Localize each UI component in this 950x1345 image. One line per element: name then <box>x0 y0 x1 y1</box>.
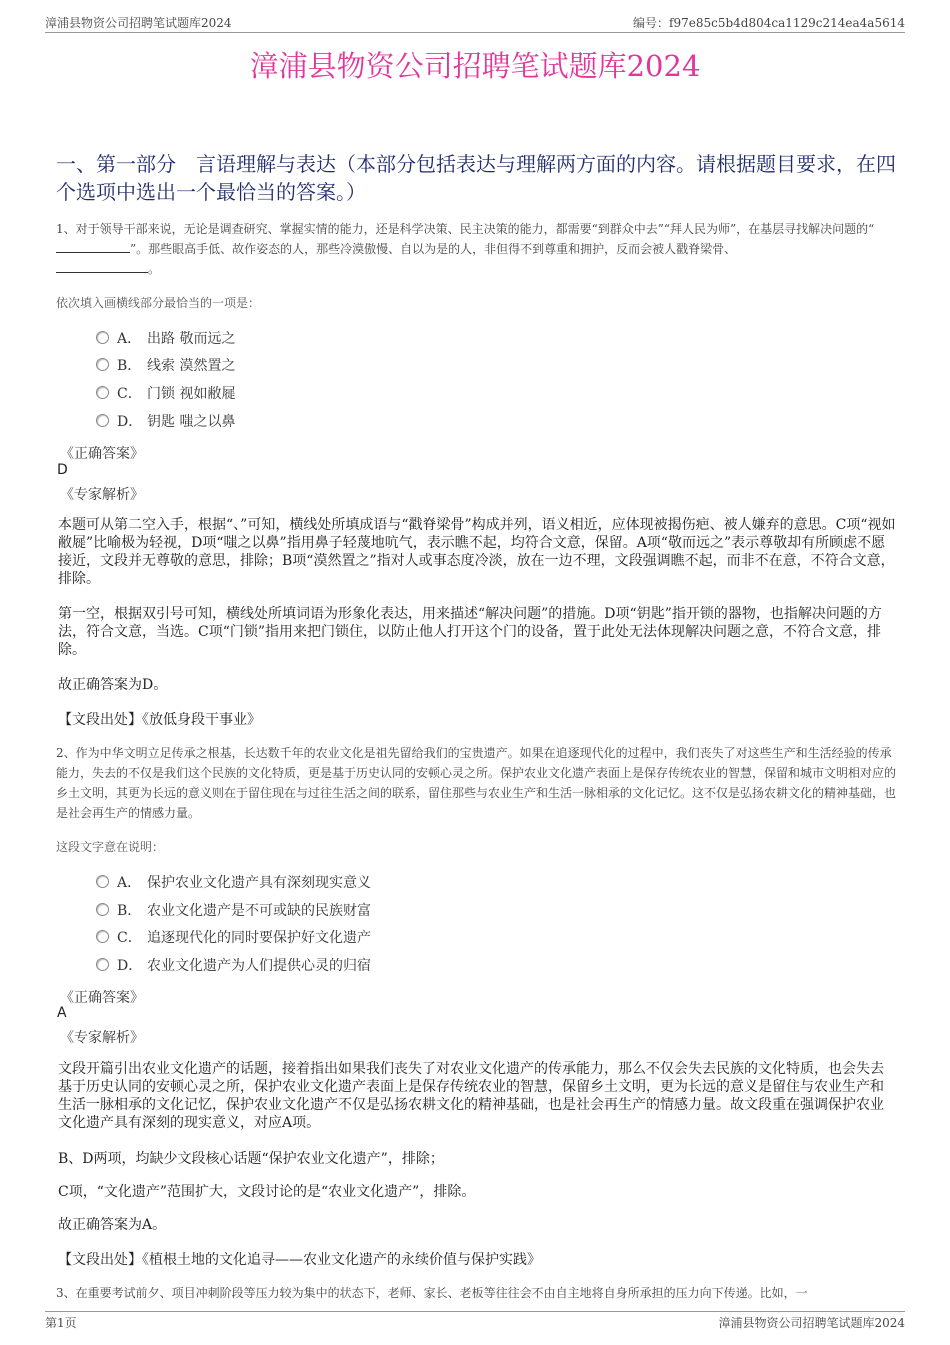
blank-line <box>56 240 130 253</box>
analysis-1-para-1: 本题可从第二空入手，根据“、”可知，横线处所填成语与“戳脊梁骨”构成并列，语义相近，应体现被揭伤疤、被人嫌弃的意思。C项“视如敝屣”比喻极为轻视，D项“嗤之以鼻”指用鼻子轻蔑地吭气，表示瞧不起，均符合文意，保留。A项“敬而远之”表示尊敬却有所顾虑不愿接近，文段并无尊敬的意思，排除；B项“漠然置之”指对人或事态度冷淡，放在一边不理，文段强调瞧不起，而非不在意，不符合文意，排除。 <box>58 517 896 587</box>
header-doc-id: 编号：f97e85c5b4d804ca1129c214ea4a5614 <box>633 16 905 30</box>
analysis-1-conclusion: 故正确答案为D。 <box>58 677 168 693</box>
analysis-2-para-3: C项，“文化遗产”范围扩大，文段讨论的是“农业文化遗产”，排除。 <box>58 1184 476 1200</box>
option-2-a[interactable]: A． 保护农业文化遗产具有深刻现实意义 <box>96 873 371 893</box>
option-1-b[interactable]: B． 线索 漠然置之 <box>96 356 235 376</box>
question-2-text: 2、作为中华文明立足传承之根基，长达数千年的农业文化是祖先留给我们的宝贵遗产。如果在追逐现代化的过程中，我们丧失了对这些生产和生活经验的传承能力，失去的不仅是我们这个民族的文化特质，更是基于历史认同的安顿心灵之所。保护农业文化遗产表面上是保存传统农业的智慧，保留和城市文明相对应的乡土文明，其更为长远的意义则在于留住现在与过往生活之间的联系，留住那些与农业生产和生活一脉相承的文化记忆。这不仅是弘扬农耕文化的精神基础，也是社会再生产的情感力量。 <box>56 746 897 820</box>
option-1-d[interactable]: D． 钥匙 嗤之以鼻 <box>96 412 235 432</box>
answer-value-1: D <box>57 462 68 478</box>
page-number: 第1页 <box>45 1316 77 1330</box>
question-1-part-c: 。 <box>148 262 161 276</box>
analysis-2-conclusion: 故正确答案为A。 <box>58 1217 167 1233</box>
option-2-b[interactable]: B． 农业文化遗产是不可或缺的民族财富 <box>96 901 371 921</box>
source-2: 【文段出处】《植根土地的文化追寻——农业文化遗产的永续价值与保护实践》 <box>58 1252 541 1268</box>
footer-title: 漳浦县物资公司招聘笔试题库2024 <box>718 1316 905 1330</box>
question-1-prompt: 依次填入画横线部分最恰当的一项是： <box>56 296 261 310</box>
radio-icon[interactable] <box>96 903 109 916</box>
footer-divider <box>45 1311 905 1312</box>
answer-label-1: 《正确答案》 <box>60 446 144 462</box>
section-heading: 一、第一部分 言语理解与表达（本部分包括表达与理解两方面的内容。请根据题目要求，在四个选项中选出一个最恰当的答案。） <box>56 152 896 204</box>
question-1-text <box>56 219 898 279</box>
option-1-a[interactable]: A． 出路 敬而远之 <box>96 329 235 349</box>
question-2-prompt: 这段文字意在说明： <box>56 840 165 854</box>
analysis-label-2: 《专家解析》 <box>60 1030 144 1046</box>
question-1-part-a: 1、对于领导干部来说，无论是调查研究、掌握实情的能力，还是科学决策、民主决策的能力，都需要“到群众中去”“拜人民为师”，在基层寻找解决问题的“ <box>56 222 875 236</box>
radio-icon[interactable] <box>96 930 109 943</box>
option-2-d[interactable]: D． 农业文化遗产为人们提供心灵的归宿 <box>96 956 371 976</box>
header-left-title: 漳浦县物资公司招聘笔试题库2024 <box>45 16 232 30</box>
option-2-c[interactable]: C． 追逐现代化的同时要保护好文化遗产 <box>96 928 371 948</box>
page-header <box>45 14 905 32</box>
answer-label-2: 《正确答案》 <box>60 990 144 1006</box>
radio-icon[interactable] <box>96 331 109 344</box>
radio-icon[interactable] <box>96 386 109 399</box>
analysis-1-para-2: 第一空，根据双引号可知，横线处所填词语为形象化表达，用来描述“解决问题”的措施。D项“钥匙”指开锁的器物，也指解决问题的方法，符合文意，当选。C项“门锁”指用来把门锁住，以防止他人打开这个门的设备，置于此处无法体现解决问题之意，不符合文意，排除。 <box>58 606 882 658</box>
page-title: 漳浦县物资公司招聘笔试题库2024 <box>249 49 701 83</box>
question-1-part-b: ”。那些眼高手低、故作姿态的人，那些冷漠傲慢、自以为是的人，非但得不到尊重和拥护，反而会被人戳脊梁骨、 <box>130 242 737 256</box>
analysis-2-para-1: 文段开篇引出农业文化遗产的话题，接着指出如果我们丧失了对农业文化遗产的传承能力，那么不仅会失去民族的文化特质，也会失去基于历史认同的安顿心灵之所，保护农业文化遗产表面上是保存传统农业的智慧，保留乡土文明，更为长远的意义是留住与农业生产和生活一脉相承的文化记忆，保护农业文化遗产不仅是弘扬农耕文化的精神基础，也是社会再生产的情感力量。故文段重在强调保护农业文化遗产具有深刻的现实意义，对应A项。 <box>58 1061 884 1131</box>
radio-icon[interactable] <box>96 414 109 427</box>
source-1: 【文段出处】《放低身段干事业》 <box>58 712 261 728</box>
blank-line <box>56 260 148 273</box>
analysis-label-1: 《专家解析》 <box>60 487 144 503</box>
header-divider <box>45 32 905 33</box>
radio-icon[interactable] <box>96 958 109 971</box>
option-1-c[interactable]: C． 门锁 视如敝屣 <box>96 384 235 404</box>
radio-icon[interactable] <box>96 358 109 371</box>
radio-icon[interactable] <box>96 875 109 888</box>
analysis-2-para-2: B、D两项，均缺少文段核心话题“保护农业文化遗产”，排除； <box>58 1151 444 1167</box>
question-3-text: 3、在重要考试前夕、项目冲刺阶段等压力较为集中的状态下，老师、家长、老板等往往会不由自主地将自身所承担的压力向下传递。比如，一 <box>56 1286 808 1300</box>
answer-value-2: A <box>57 1005 67 1021</box>
